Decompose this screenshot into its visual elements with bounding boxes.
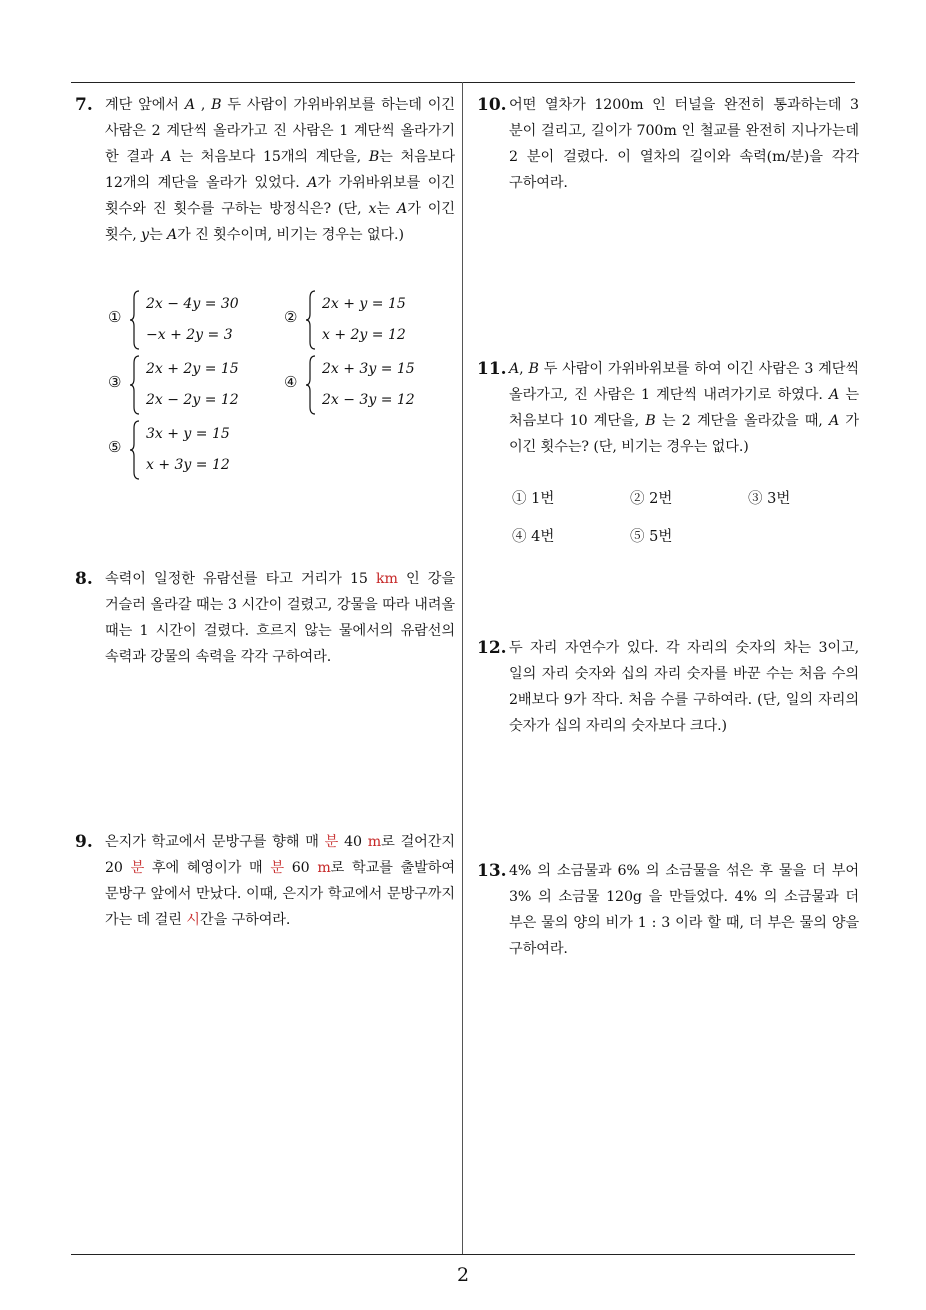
problem-number: 10. — [477, 95, 507, 115]
problem-text: 4% 의 소금물과 6% 의 소금물을 섞은 후 물을 더 부어 3% 의 소금물 120g 을 만들었다. 4% 의 소금물과 더 부은 물의 양의 비가 1 : 3 이라 할 때, 더 부은 물의 양을 구하여라. — [509, 863, 859, 957]
equation-2: 2x − 2y = 12 — [146, 392, 239, 408]
page-number: 2 — [456, 1264, 470, 1286]
problem-number: 13. — [477, 861, 507, 881]
problem-11 — [477, 356, 859, 460]
choice-4[interactable]: ④ 4번 — [512, 529, 555, 545]
equation-1: 2x + 3y = 15 — [322, 361, 415, 377]
problem-number: 8. — [75, 569, 93, 589]
choice-2[interactable]: ② 2x + y = 15 x + 2y = 12 — [284, 290, 444, 352]
problem-7 — [75, 92, 455, 248]
brace-icon — [130, 355, 140, 415]
column-divider — [462, 82, 463, 1254]
problem-text: 은지가 학교에서 문방구를 향해 매 분 40 m로 걸어간지 20 분 후에 혜영이가 매 분 60 m로 학교를 출발하여 문방구 앞에서 만났다. 이때, 은지가 학교에서 문방구까지 가는 데 걸린 시간을 구하여라. — [105, 834, 455, 928]
problem-text: 계단 앞에서 A , B 두 사람이 가위바위보를 하는데 이긴 사람은 2 계단씩 올라가고 진 사람은 1 계단씩 올라가기 한 결과 A 는 처음보다 15개의 계단을, B는 처음보다 12개의 계단을 올라가 있었다. A가 가위바위보를 이긴 횟수와 진 횟수를 구하는 방정식은? (단, x는 A가 이긴 횟수, y는 A가 진 횟수이며, 비기는 경우는 없다.) — [105, 97, 456, 243]
choice-5[interactable]: ⑤ 3x + y = 15 x + 3y = 12 — [108, 420, 268, 482]
brace-icon — [130, 290, 140, 350]
choice-1[interactable]: ① 2x − 4y = 30 −x + 2y = 3 — [108, 290, 268, 352]
top-rule — [71, 82, 855, 83]
problem-text: 두 자리 자연수가 있다. 각 자리의 숫자의 차는 3이고, 일의 자리 숫자와 십의 자리 숫자를 바꾼 수는 처음 수의 2배보다 9가 작다. 처음 수를 구하여라. (단, 일의 자리의 숫자가 십의 자리의 숫자보다 크다.) — [509, 640, 859, 734]
problem-10 — [477, 92, 859, 196]
problem-13 — [477, 858, 859, 962]
equation-1: 2x − 4y = 30 — [146, 296, 239, 312]
equation-2: −x + 2y = 3 — [146, 327, 233, 343]
problem-number: 9. — [75, 832, 93, 852]
equation-2: 2x − 3y = 12 — [322, 392, 415, 408]
problem-number: 11. — [477, 359, 507, 379]
choice-2[interactable]: ② 2번 — [630, 491, 673, 507]
equation-2: x + 2y = 12 — [322, 327, 406, 343]
choice-1[interactable]: ① 1번 — [512, 491, 555, 507]
problem-number: 12. — [477, 638, 507, 658]
problem-text: 어떤 열차가 1200m 인 터널을 완전히 통과하는데 3 분이 걸리고, 길이가 700m 인 철교를 완전히 지나가는데 2 분이 걸렸다. 이 열차의 길이와 속력(m/분)을 각각 구하여라. — [509, 97, 859, 191]
problem-text: A, B 두 사람이 가위바위보를 하여 이긴 사람은 3 계단씩 올라가고, 진 사람은 1 계단씩 내려가기로 하였다. A 는 처음보다 10 계단을, B 는 2 계단을 올라갔을 때, A 가 이긴 횟수는? (단, 비기는 경우는 없다.) — [509, 361, 860, 455]
choice-4[interactable]: ④ 2x + 3y = 15 2x − 3y = 12 — [284, 355, 444, 417]
equation-1: 2x + 2y = 15 — [146, 361, 239, 377]
bottom-rule — [71, 1254, 855, 1255]
problem-number: 7. — [75, 95, 93, 115]
equation-1: 3x + y = 15 — [146, 426, 230, 442]
problem-8 — [75, 566, 455, 670]
choice-3[interactable]: ③ 3번 — [748, 491, 791, 507]
brace-icon — [306, 355, 316, 415]
equation-2: x + 3y = 12 — [146, 457, 230, 473]
problem-12 — [477, 635, 859, 739]
problem-text: 속력이 일정한 유람선를 타고 거리가 15 km 인 강을 거슬러 올라갈 때는 3 시간이 걸렸고, 강물을 따라 내려올 때는 1 시간이 걸렸다. 흐르지 않는 물에서의 유람선의 속력과 강물의 속력을 각각 구하여라. — [105, 571, 456, 665]
choice-3[interactable]: ③ 2x + 2y = 15 2x − 2y = 12 — [108, 355, 268, 417]
problem-9 — [75, 829, 455, 933]
unit-highlight: km — [375, 571, 398, 587]
brace-icon — [306, 290, 316, 350]
equation-1: 2x + y = 15 — [322, 296, 406, 312]
choice-5[interactable]: ⑤ 5번 — [630, 529, 673, 545]
brace-icon — [130, 420, 140, 480]
